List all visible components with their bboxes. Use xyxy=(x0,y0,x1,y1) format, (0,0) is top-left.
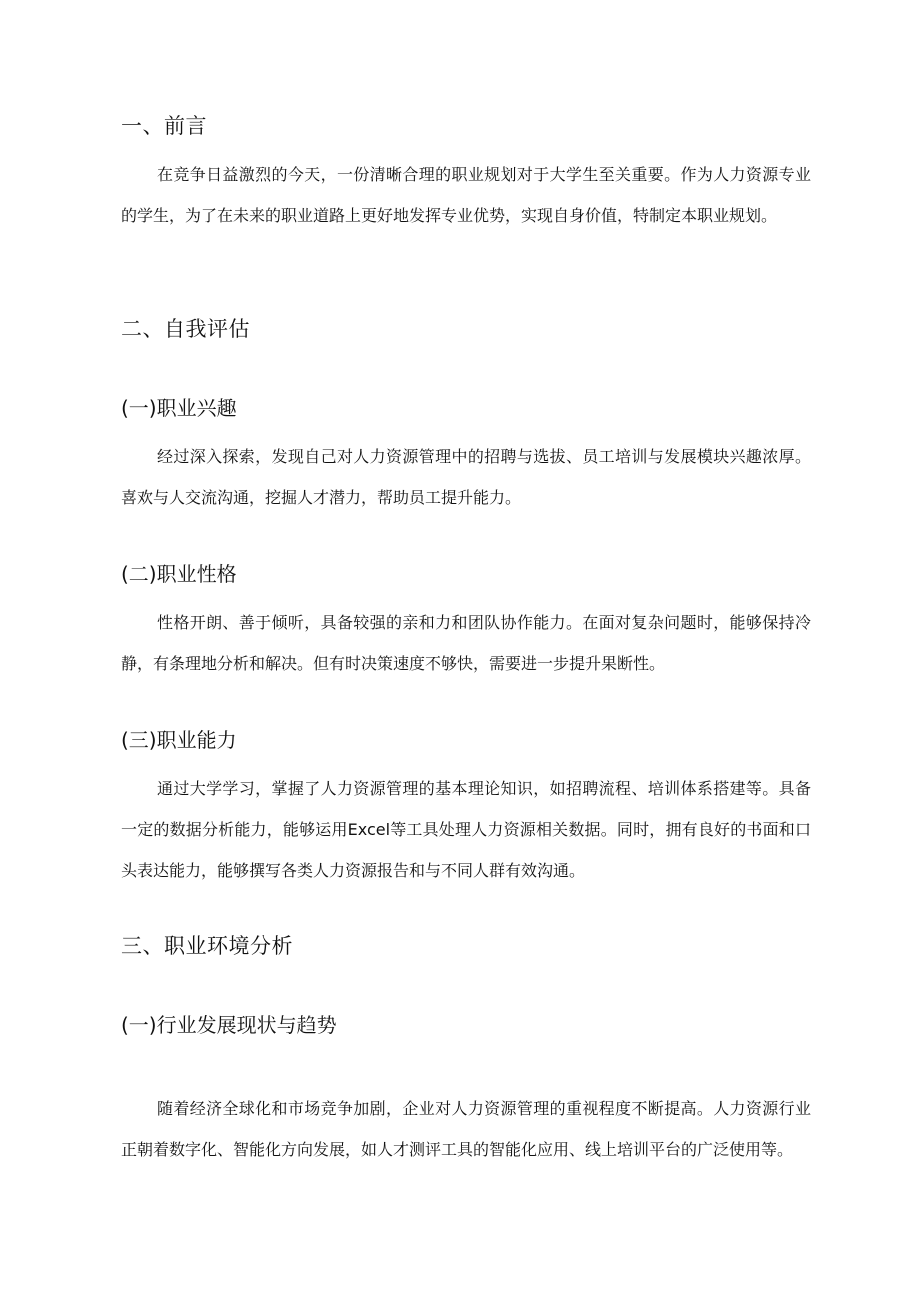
subheading-career-ability: (三)职业能力 xyxy=(121,728,237,752)
section-heading-intro: 一、前言 xyxy=(121,114,207,138)
subheading-industry-trends: (一)行业发展现状与趋势 xyxy=(121,1013,337,1037)
section-heading-environment: 三、职业环境分析 xyxy=(121,934,293,958)
section-heading-self-assessment: 二、自我评估 xyxy=(121,317,250,341)
paragraph-industry-trends: 随着经济全球化和市场竞争加剧，企业对人力资源管理的重视程度不断提高。人力资源行业正朝着数字化、智能化方向发展，如人才测评工具的智能化应用、线上培训平台的广泛使用等。 xyxy=(121,1099,811,1159)
paragraph-career-interest: 经过深入探索，发现自己对人力资源管理中的招聘与选拔、员工培训与发展模块兴趣浓厚。喜欢与人交流沟通，挖掘人才潜力，帮助员工提升能力。 xyxy=(121,447,811,507)
subheading-career-interest: (一)职业兴趣 xyxy=(121,396,237,420)
paragraph-intro: 在竞争日益激烈的今天，一份清晰合理的职业规划对于大学生至关重要。作为人力资源专业的学生，为了在未来的职业道路上更好地发挥专业优势，实现自身价值，特制定本职业规划。 xyxy=(121,165,811,225)
paragraph-career-personality: 性格开朗、善于倾听，具备较强的亲和力和团队协作能力。在面对复杂问题时，能够保持冷静，有条理地分析和解决。但有时决策速度不够快，需要进一步提升果断性。 xyxy=(121,613,811,673)
paragraph-career-ability: 通过大学学习，掌握了人力资源管理的基本理论知识，如招聘流程、培训体系搭建等。具备一定的数据分析能力，能够运用Excel等工具处理人力资源相关数据。同时，拥有良好的书面和口头表达能力，能够撰写各类人力资源报告和与不同人群有效沟通。 xyxy=(121,779,811,880)
subheading-career-personality: (二)职业性格 xyxy=(121,562,237,586)
